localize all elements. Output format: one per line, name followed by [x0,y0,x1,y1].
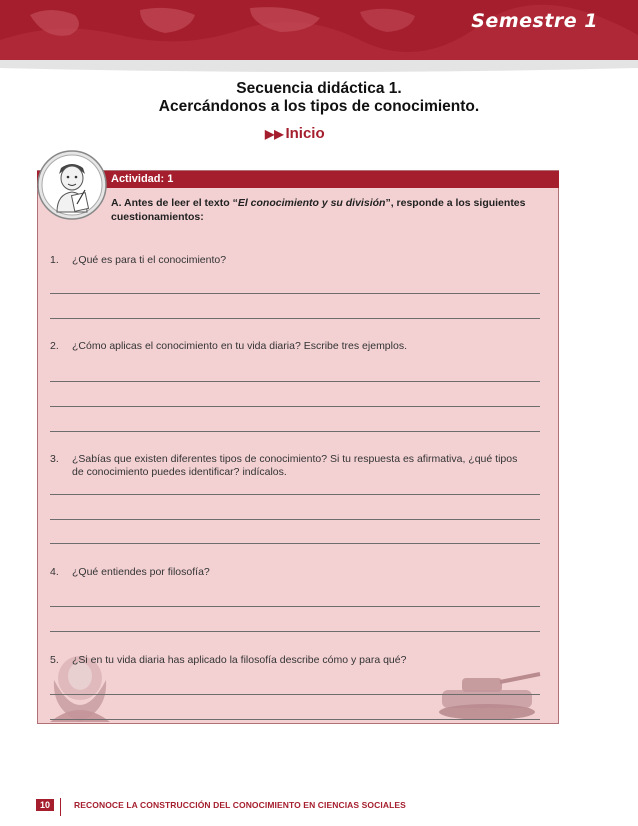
question-1: 1. ¿Qué es para ti el conocimiento? [50,254,227,266]
answer-line[interactable] [50,519,540,520]
double-play-icon: ▶▶ [265,127,284,141]
question-5: 5. ¿Si en tu vida diaria has aplicado la filosofía describe cómo y para qué? [50,654,407,666]
answer-line[interactable] [50,694,540,695]
answer-line[interactable] [50,543,540,544]
activity-instruction: A. Antes de leer el texto “El conocimiento y su división”, responde a los siguientes cuestionamientos: [111,197,526,223]
inicio-label: Inicio [285,125,325,142]
question-3: 3. ¿Sabías que existen diferentes tipos de conocimiento? Si tu respuesta es afirmativa, ¿qué tipos de conocimiento puedes identificar? indícalos. [50,453,518,478]
inicio-heading [265,125,325,142]
answer-line[interactable] [50,631,540,632]
activity-label: Actividad: 1 [111,173,174,185]
student-writing-icon [37,150,107,220]
semester-label: Semestre 1 [471,10,598,32]
question-2: 2. ¿Cómo aplicas el conocimiento en tu vida diaria? Escribe tres ejemplos. [50,340,407,352]
reading-title: El conocimiento y su división [237,197,386,209]
answer-line[interactable] [50,719,540,720]
answer-line[interactable] [50,381,540,382]
footer-text: RECONOCE LA CONSTRUCCIÓN DEL CONOCIMIENTO EN CIENCIAS SOCIALES [74,800,406,810]
question-4: 4. ¿Qué entiendes por filosofía? [50,566,210,578]
header-band [0,0,638,60]
answer-line[interactable] [50,494,540,495]
answer-line[interactable] [50,406,540,407]
page-number: 10 [36,799,54,811]
answer-line[interactable] [50,293,540,294]
answer-line[interactable] [50,431,540,432]
sequence-title-line2: Acercándonos a los tipos de conocimiento. [158,98,480,115]
footer-divider [60,798,61,816]
header-curve [0,58,638,78]
sequence-title-line1: Secuencia didáctica 1. [236,80,402,97]
tank-image [432,664,542,722]
answer-line[interactable] [50,606,540,607]
answer-line[interactable] [50,318,540,319]
